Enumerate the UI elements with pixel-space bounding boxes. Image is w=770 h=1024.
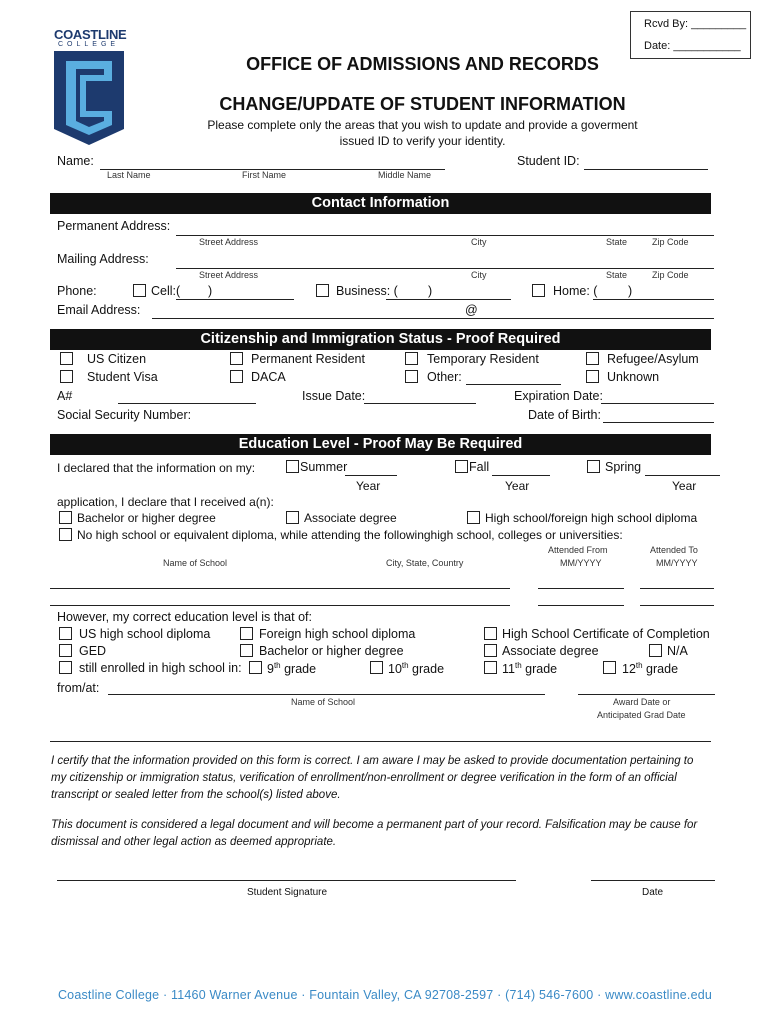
ged-label: GED bbox=[79, 644, 107, 658]
name-of-school-caption: Name of School bbox=[163, 558, 228, 568]
received-box bbox=[630, 11, 751, 59]
still-enrolled-label: still enrolled in high school in: bbox=[79, 661, 242, 675]
associate2-label: Associate degree bbox=[502, 644, 599, 658]
a-number-label: A# bbox=[57, 389, 73, 403]
na-checkbox[interactable] bbox=[649, 644, 662, 657]
other-label: Other: bbox=[427, 370, 462, 384]
logo-sub: COLLEGE bbox=[58, 41, 120, 48]
hs-foreign-label: High school/foreign high school diploma bbox=[485, 511, 698, 525]
name-label: Name: bbox=[57, 154, 94, 168]
temporary-resident-label: Temporary Resident bbox=[427, 352, 539, 366]
signature-field[interactable] bbox=[57, 880, 516, 881]
ged-checkbox[interactable] bbox=[59, 644, 72, 657]
mailing-address-field[interactable] bbox=[176, 268, 714, 269]
associate-checkbox[interactable] bbox=[286, 511, 299, 524]
phone-label: Phone: bbox=[57, 284, 97, 298]
student-visa-label: Student Visa bbox=[87, 370, 158, 384]
state-caption: State bbox=[606, 237, 628, 247]
to-field-1[interactable] bbox=[640, 588, 714, 589]
dob-field[interactable] bbox=[603, 422, 714, 423]
foreign-hs-checkbox[interactable] bbox=[240, 627, 253, 640]
expiration-date-label: Expiration Date: bbox=[514, 389, 603, 403]
email-label: Email Address: bbox=[57, 303, 141, 317]
expiration-date-field[interactable] bbox=[601, 403, 714, 404]
spring-label: Spring bbox=[605, 460, 642, 474]
logo-name: COASTLINE bbox=[54, 27, 127, 42]
grade9-checkbox[interactable] bbox=[249, 661, 262, 674]
street-caption: Street Address bbox=[199, 237, 259, 247]
coastline-logo bbox=[54, 27, 127, 145]
school-field-2[interactable] bbox=[50, 605, 510, 606]
student-visa-checkbox[interactable] bbox=[60, 370, 73, 383]
issue-date-field[interactable] bbox=[364, 403, 476, 404]
business-paren: ) bbox=[428, 284, 433, 298]
business-field[interactable] bbox=[386, 299, 511, 300]
foreign-hs-label: Foreign high school diploma bbox=[259, 627, 416, 641]
home-checkbox[interactable] bbox=[532, 284, 545, 297]
to-field-2[interactable] bbox=[640, 605, 714, 606]
application-label: application, I declare that I received a(n): bbox=[57, 495, 274, 509]
bachelor2-checkbox[interactable] bbox=[240, 644, 253, 657]
legal-paragraph: This document is considered a legal document and will become a permanent part of your record. Falsification may be cause for dismissal and other legal action as deemed appropriate. bbox=[51, 819, 698, 848]
cell-label: Cell:( bbox=[151, 284, 181, 298]
dob-label: Date of Birth: bbox=[528, 408, 601, 422]
permanent-address-label: Permanent Address: bbox=[57, 219, 171, 233]
attended-to-caption: Attended To bbox=[650, 545, 698, 555]
cell-field[interactable] bbox=[176, 299, 294, 300]
citizenship-heading: Citizenship and Immigration Status - Proof Required bbox=[50, 329, 711, 350]
city-caption: City bbox=[471, 270, 487, 280]
summer-label: Summer bbox=[300, 460, 348, 474]
email-field[interactable] bbox=[152, 318, 714, 319]
bachelor2-label: Bachelor or higher degree bbox=[259, 644, 404, 658]
city-state-country-caption: City, State, Country bbox=[386, 558, 464, 568]
refugee-label: Refugee/Asylum bbox=[607, 352, 699, 366]
instructions-2: issued ID to verify your identity. bbox=[339, 134, 506, 148]
state-caption: State bbox=[606, 270, 628, 280]
anticipated-caption: Anticipated Grad Date bbox=[597, 710, 686, 720]
summer-year-field[interactable] bbox=[345, 475, 397, 476]
zip-caption: Zip Code bbox=[652, 237, 689, 247]
no-hs-checkbox[interactable] bbox=[59, 528, 72, 541]
unknown-label: Unknown bbox=[607, 370, 660, 384]
daca-checkbox[interactable] bbox=[230, 370, 243, 383]
daca-label: DACA bbox=[251, 370, 286, 384]
attended-from-caption: Attended From bbox=[548, 545, 608, 555]
to-mmyyyy-caption: MM/YYYY bbox=[656, 558, 698, 568]
from-at-field[interactable] bbox=[108, 694, 545, 695]
business-label: Business: ( bbox=[336, 284, 398, 298]
na-label: N/A bbox=[667, 644, 688, 658]
declared-label: I declared that the information on my: bbox=[57, 461, 256, 475]
signature-caption: Student Signature bbox=[247, 887, 328, 898]
email-at: @ bbox=[465, 303, 478, 317]
grade9-label: 9th grade bbox=[267, 661, 317, 677]
home-label: Home: ( bbox=[553, 284, 598, 298]
issue-date-label: Issue Date: bbox=[302, 389, 366, 403]
last-name-caption: Last Name bbox=[107, 170, 151, 180]
cell-paren: ) bbox=[208, 284, 213, 298]
us-hs-label: US high school diploma bbox=[79, 627, 211, 641]
bachelor-label: Bachelor or higher degree bbox=[77, 511, 216, 525]
rcvd-date: Date: ___________ bbox=[644, 40, 741, 52]
spring-year-field[interactable] bbox=[645, 475, 720, 476]
school-field-1[interactable] bbox=[50, 588, 510, 589]
bachelor-checkbox[interactable] bbox=[59, 511, 72, 524]
certify-paragraph: I certify that the information provided on this form is correct. I am aware I may be asked to provide documentation pertaining to my citizenship or immigration status, verification of enrollment/non-enrollment or degree verification in the form of an official transcript or sealed letter from the school(s) listed above. bbox=[51, 755, 694, 801]
refugee-checkbox[interactable] bbox=[586, 352, 599, 365]
associate2-checkbox[interactable] bbox=[484, 644, 497, 657]
student-id-label: Student ID: bbox=[517, 154, 580, 168]
rcvd-by: Rcvd By: _________ bbox=[644, 18, 747, 30]
us-citizen-label: US Citizen bbox=[87, 352, 147, 366]
home-field[interactable] bbox=[593, 299, 714, 300]
from-at-label: from/at: bbox=[57, 681, 100, 695]
however-label: However, my correct education level is that of: bbox=[57, 610, 312, 624]
education-heading: Education Level - Proof May Be Required bbox=[50, 434, 711, 455]
hs-cert-label: High School Certificate of Completion bbox=[502, 627, 710, 641]
middle-name-caption: Middle Name bbox=[378, 170, 432, 180]
grade12-checkbox[interactable] bbox=[603, 661, 616, 674]
instructions-1: Please complete only the areas that you wish to update and provide a goverment bbox=[207, 118, 638, 132]
grade10-checkbox[interactable] bbox=[370, 661, 383, 674]
street-caption: Street Address bbox=[199, 270, 259, 280]
signature-date-caption: Date bbox=[642, 887, 664, 898]
associate-label: Associate degree bbox=[304, 511, 397, 525]
logo-shield-icon bbox=[54, 51, 124, 145]
permanent-resident-checkbox[interactable] bbox=[230, 352, 243, 365]
city-caption: City bbox=[471, 237, 487, 247]
spring-checkbox[interactable] bbox=[587, 460, 600, 473]
grade11-label: 11th grade bbox=[502, 661, 558, 677]
from-at-school-caption: Name of School bbox=[291, 697, 356, 707]
award-date-field[interactable] bbox=[578, 694, 715, 695]
permanent-resident-label: Permanent Resident bbox=[251, 352, 365, 366]
fall-label: Fall bbox=[469, 460, 490, 474]
summer-year-caption: Year bbox=[356, 479, 381, 493]
us-citizen-checkbox[interactable] bbox=[60, 352, 73, 365]
hs-cert-checkbox[interactable] bbox=[484, 627, 497, 640]
fall-year-field[interactable] bbox=[492, 475, 550, 476]
other-checkbox[interactable] bbox=[405, 370, 418, 383]
permanent-address-field[interactable] bbox=[176, 235, 714, 236]
form-title: CHANGE/UPDATE OF STUDENT INFORMATION bbox=[219, 94, 626, 114]
signature-date-field[interactable] bbox=[591, 880, 715, 881]
other-field[interactable] bbox=[466, 384, 561, 385]
grade10-label: 10th grade bbox=[388, 661, 445, 677]
section-divider bbox=[50, 741, 711, 742]
zip-caption: Zip Code bbox=[652, 270, 689, 280]
from-field-2[interactable] bbox=[538, 605, 624, 606]
mailing-address-label: Mailing Address: bbox=[57, 252, 149, 266]
spring-year-caption: Year bbox=[672, 479, 697, 493]
grade12-label: 12th grade bbox=[622, 661, 679, 677]
footer-address: Coastline College · 11460 Warner Avenue · Fountain Valley, CA 92708-2597 · (714) 546-7600 · www.coastline.edu bbox=[57, 988, 713, 1002]
unknown-checkbox[interactable] bbox=[586, 370, 599, 383]
student-id-field[interactable] bbox=[584, 169, 708, 170]
award-caption: Award Date or bbox=[613, 697, 671, 707]
from-mmyyyy-caption: MM/YYYY bbox=[560, 558, 602, 568]
fall-checkbox[interactable] bbox=[455, 460, 468, 473]
from-field-1[interactable] bbox=[538, 588, 624, 589]
fall-year-caption: Year bbox=[505, 479, 530, 493]
no-hs-label: No high school or equivalent diploma, while attending the followinghigh school, colleges or universities: bbox=[77, 528, 623, 542]
temporary-resident-checkbox[interactable] bbox=[405, 352, 418, 365]
hs-foreign-checkbox[interactable] bbox=[467, 511, 480, 524]
us-hs-checkbox[interactable] bbox=[59, 627, 72, 640]
business-checkbox[interactable] bbox=[316, 284, 329, 297]
contact-heading: Contact Information bbox=[50, 193, 711, 214]
grade11-checkbox[interactable] bbox=[484, 661, 497, 674]
first-name-caption: First Name bbox=[242, 170, 287, 180]
still-enrolled-checkbox[interactable] bbox=[59, 661, 72, 674]
office-title: OFFICE OF ADMISSIONS AND RECORDS bbox=[246, 54, 599, 74]
a-number-field[interactable] bbox=[118, 403, 256, 404]
ssn-label: Social Security Number: bbox=[57, 408, 192, 422]
home-paren: ) bbox=[628, 284, 633, 298]
cell-checkbox[interactable] bbox=[133, 284, 146, 297]
summer-checkbox[interactable] bbox=[286, 460, 299, 473]
